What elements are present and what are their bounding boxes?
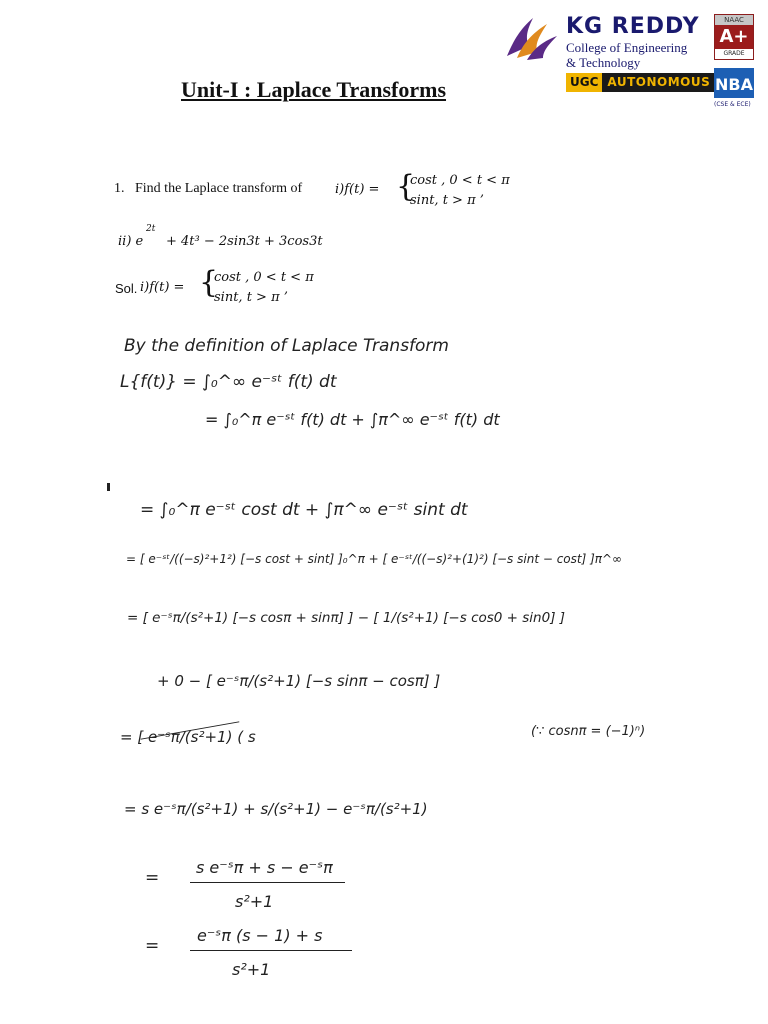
solution-label: Sol.	[115, 281, 138, 296]
handwritten-line-10-numerator: s e⁻ˢπ + s − e⁻ˢπ	[196, 858, 333, 877]
equals-sign-11: =	[145, 936, 160, 956]
question-part-ii-label: ii) e	[118, 234, 144, 249]
handwritten-line-8: = [ e⁻ˢπ/(s²+1) ( s	[120, 728, 256, 746]
ugc-autonomous-badge	[566, 73, 715, 92]
naac-badge	[714, 14, 754, 60]
college-subtitle-1: College of Engineering	[566, 40, 688, 55]
question-part-ii-expression: + 4t³ − 2sin3t + 3cos3t	[166, 234, 323, 249]
handwritten-line-3: = ∫₀^π e⁻ˢᵗ f(t) dt + ∫π^∞ e⁻ˢᵗ f(t) dt	[205, 410, 500, 429]
naac-grade: A+	[715, 25, 753, 49]
nba-logo-icon	[714, 64, 754, 104]
handwritten-line-4: = ∫₀^π e⁻ˢᵗ cost dt + ∫π^∞ e⁻ˢᵗ sint dt	[140, 500, 468, 520]
solution-case-2: sint, t > π ’	[214, 290, 288, 305]
piecewise-case-2: sint, t > π ’	[410, 193, 484, 208]
piecewise-brace: {	[396, 169, 416, 204]
solution-case-1: cost , 0 < t < π	[214, 270, 314, 285]
autonomous-tag: AUTONOMOUS	[607, 75, 711, 89]
handwritten-line-2: L{f(t)} = ∫₀^∞ e⁻ˢᵗ f(t) dt	[120, 372, 337, 392]
exponent-2t: 2t	[146, 224, 156, 234]
college-name: KG REDDY	[566, 14, 700, 39]
handwritten-line-5: = [ e⁻ˢᵗ/((−s)²+1²) [−s cost + sint] ]₀^π + [ e⁻ˢᵗ/((−s)²+(1)²) [−s sint − cost] ]π^∞	[126, 552, 623, 566]
ugc-tag: UGC	[566, 73, 602, 92]
scan-mark	[107, 483, 110, 491]
handwritten-line-7: + 0 − [ e⁻ˢπ/(s²+1) [−s sinπ − cosπ] ]	[157, 672, 441, 690]
solution-function-label: i)f(t) =	[140, 280, 185, 295]
nba-logo-text: NBA	[715, 75, 753, 94]
fraction-bar-10	[190, 882, 345, 883]
college-subtitle-2: & Technology	[566, 55, 641, 70]
college-logo-icon	[503, 12, 559, 62]
solution-piecewise-brace: {	[199, 265, 219, 300]
piecewise-case-1: cost , 0 < t < π	[410, 173, 510, 188]
handwritten-line-11-numerator: e⁻ˢπ (s − 1) + s	[197, 926, 323, 945]
naac-grade-label: GRADE	[715, 49, 753, 58]
handwritten-line-6: = [ e⁻ˢπ/(s²+1) [−s cosπ + sinπ] ] − [ 1/(s²+1) [−s cos0 + sin0] ]	[127, 610, 566, 626]
page-title: Unit-I : Laplace Transforms	[181, 77, 447, 102]
question-function-label: i)f(t) =	[335, 182, 380, 197]
question-text: Find the Laplace transform of	[135, 181, 303, 196]
handwritten-line-11-denominator: s²+1	[232, 960, 271, 979]
handwritten-line-10-denominator: s²+1	[235, 892, 274, 911]
fraction-bar-11	[190, 950, 352, 951]
nba-subtitle: (CSE & ECE)	[714, 101, 751, 108]
handwritten-note: (∵ cosnπ = (−1)ⁿ)	[531, 724, 646, 739]
equals-sign-10: =	[145, 868, 160, 888]
naac-label: NAAC	[715, 15, 753, 25]
handwritten-line-9: = s e⁻ˢπ/(s²+1) + s/(s²+1) − e⁻ˢπ/(s²+1)	[124, 800, 428, 818]
question-number: 1.	[114, 181, 125, 196]
handwritten-line-1: By the definition of Laplace Transform	[124, 336, 449, 356]
